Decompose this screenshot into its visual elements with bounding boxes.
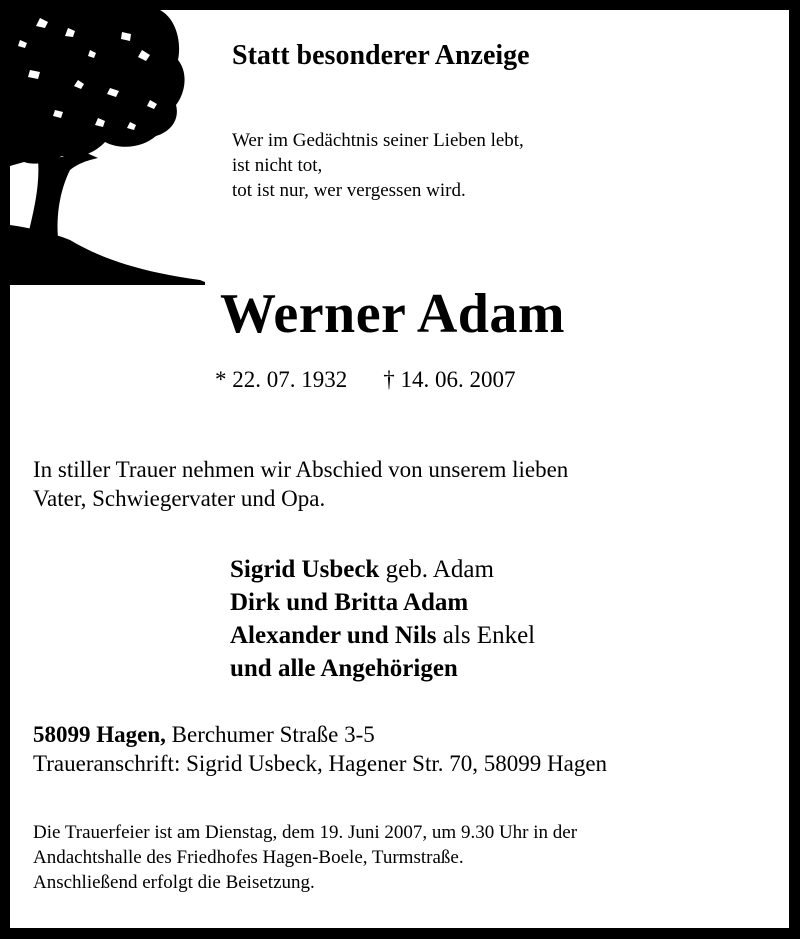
funeral-line: Anschließend erfolgt die Beisetzung. [33, 872, 315, 893]
birth-date: * 22. 07. 1932 [215, 367, 348, 392]
funeral-line: Andachtshalle des Friedhofes Hagen-Boele, Turmstraße. [33, 847, 464, 868]
mourner-entry [230, 586, 535, 619]
funeral-details [33, 820, 577, 895]
address-street: Berchumer Straße 3-5 [165, 722, 375, 747]
verse-line: tot ist nur, wer vergessen wird. [232, 180, 466, 201]
farewell-line: In stiller Trauer nehmen wir Abschied von unserem lieben [33, 457, 569, 482]
mourner-name: und alle Angehörigen [230, 655, 458, 682]
mourner-note: als Enkel [436, 622, 536, 649]
mourner-name: Dirk und Britta Adam [230, 589, 469, 616]
verse-line: ist nicht tot, [232, 155, 323, 176]
death-date: † 14. 06. 2007 [383, 367, 516, 392]
tree-illustration [10, 10, 205, 290]
verse-line: Wer im Gedächtnis seiner Lieben lebt, [232, 130, 524, 151]
notice-header: Statt besonderer Anzeige [232, 40, 530, 71]
memorial-verse [232, 128, 524, 203]
funeral-line: Die Trauerfeier ist am Dienstag, dem 19. Juni 2007, um 9.30 Uhr in der [33, 822, 578, 843]
mourner-entry [230, 652, 535, 685]
mourner-entry [230, 619, 535, 652]
deceased-name: Werner Adam [219, 283, 566, 345]
farewell-text [33, 455, 568, 513]
family-address [33, 720, 607, 749]
mourning-address: Traueranschrift: Sigrid Usbeck, Hagener Str. 70, 58099 Hagen [33, 751, 608, 776]
address-city: 58099 Hagen, [33, 722, 166, 747]
mourner-name: Alexander und Nils [230, 622, 437, 649]
farewell-line: Vater, Schwiegervater und Opa. [33, 486, 326, 511]
mourner-name: Sigrid Usbeck [230, 556, 380, 583]
life-dates [215, 367, 516, 393]
mourner-note: geb. Adam [379, 556, 494, 583]
mourners-list [230, 553, 535, 685]
mourner-entry [230, 553, 535, 586]
address-block [33, 720, 607, 778]
